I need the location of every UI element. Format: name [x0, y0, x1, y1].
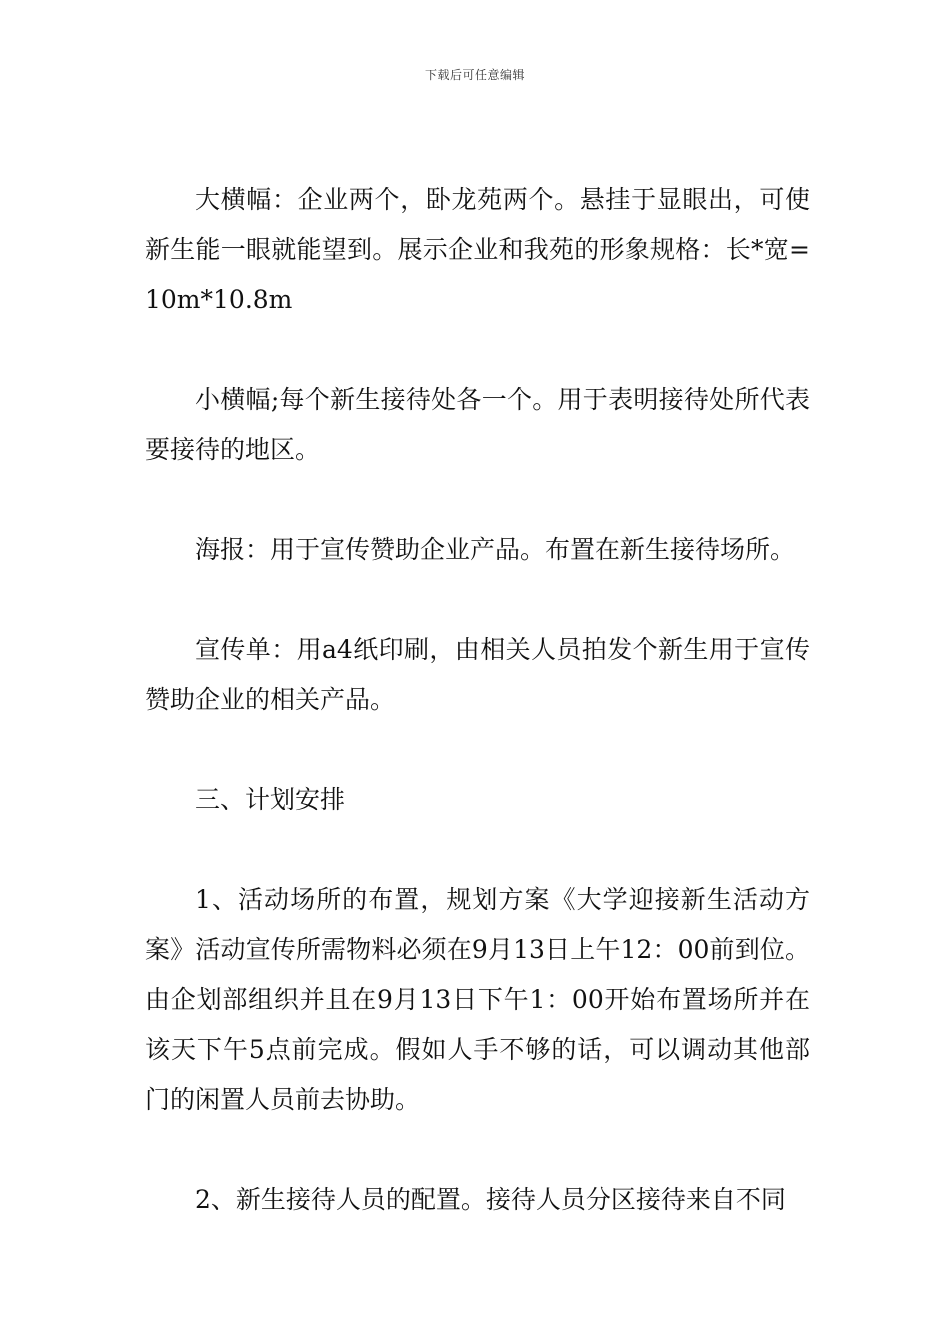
- paragraph-spacer: [145, 475, 810, 525]
- paragraph-spacer: [145, 825, 810, 875]
- paragraph-poster: 海报：用于宣传赞助企业产品。布置在新生接待场所。: [195, 535, 796, 564]
- paragraph-small-banner: 小横幅;每个新生接待处各一个。用于表明接待处所代表要接待的地区。: [145, 385, 810, 464]
- paragraph-spacer: [145, 575, 810, 625]
- paragraph-staff-config: 2、新生接待人员的配置。接待人员分区接待来自不同: [195, 1185, 786, 1214]
- paragraph-venue-setup: 1、活动场所的布置，规划方案《大学迎接新生活动方案》活动宣传所需物料必须在9月13日上午12：00前到位。由企划部组织并且在9月13日下午1：00开始布置场所并在该天下午5点前完成。假如人手不够的话，可以调动其他部门的闲置人员前去协助。: [145, 885, 810, 1114]
- paragraph-large-banner: 大横幅：企业两个，卧龙苑两个。悬挂于显眼出，可使新生能一眼就能望到。展示企业和我苑的形象规格：长*宽=10m*10.8m: [145, 185, 810, 314]
- paragraph-flyer: 宣传单：用a4纸印刷，由相关人员拍发个新生用于宣传赞助企业的相关产品。: [145, 635, 810, 714]
- section-heading-plan: 三、计划安排: [195, 785, 346, 814]
- page-header: 下载后可任意编辑: [424, 68, 525, 82]
- paragraph-spacer: [145, 1125, 810, 1175]
- document-body: [145, 175, 810, 1225]
- paragraph-spacer: [145, 725, 810, 775]
- paragraph-spacer: [145, 325, 810, 375]
